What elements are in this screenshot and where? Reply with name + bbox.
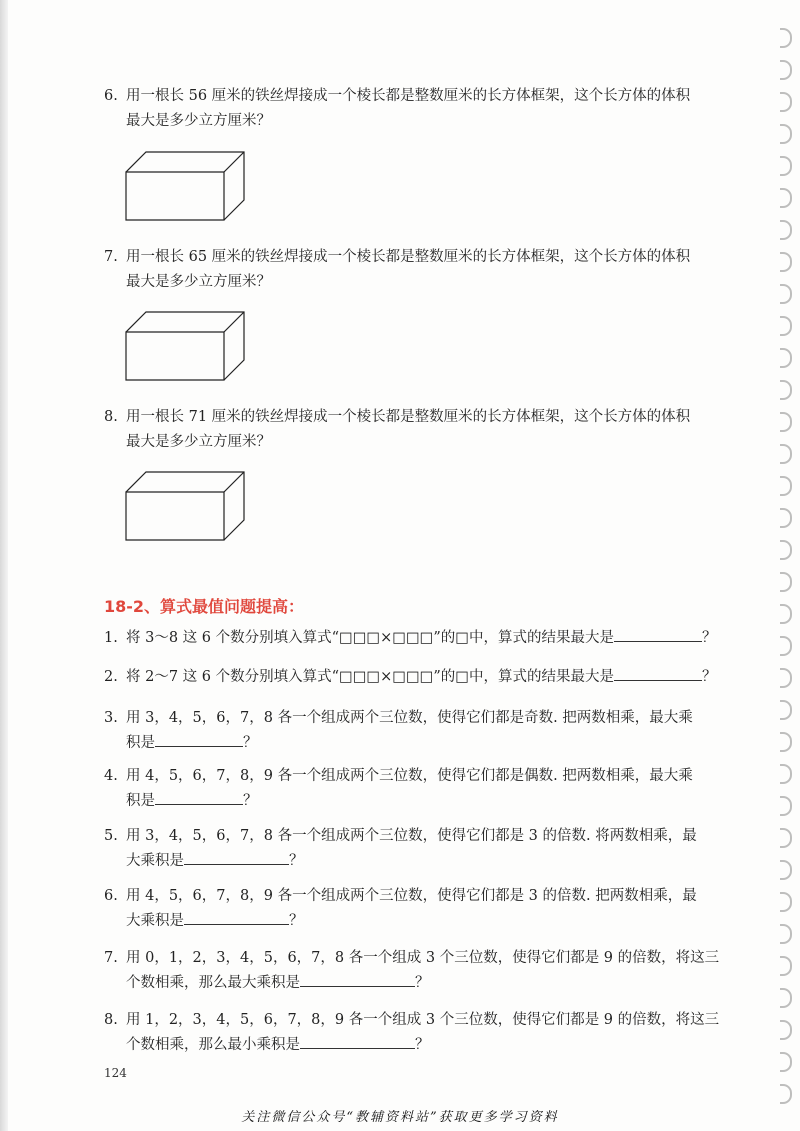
answer-blank[interactable] xyxy=(184,850,289,865)
answer-blank[interactable] xyxy=(614,666,702,681)
answer-blank[interactable] xyxy=(614,627,702,642)
answer-blank[interactable] xyxy=(155,732,243,747)
footer-note: 关注微信公众号“教辅资料站”获取更多学习资料 xyxy=(241,1110,559,1125)
exercise-5: 5. 用 3，4，5，6，7，8 各一个组成两个三位数，使得它们都是 3 的倍数. 将两数相乘，最 大乘积是 ？ xyxy=(104,828,697,869)
answer-blank[interactable] xyxy=(184,910,289,925)
answer-blank[interactable] xyxy=(155,790,243,805)
section-title: 18-2、算式最值问题提高： xyxy=(104,597,305,616)
cuboid-figure-8 xyxy=(124,470,246,542)
question-7: 7. 用一根长 65 厘米的铁丝焊接成一个棱长都是整数厘米的长方体框架，这个长方体的体积 最大是多少立方厘米？ xyxy=(104,249,691,290)
exercise-8: 8. 用 1，2，3，4，5，6，7，8，9 各一个组成 3 个三位数，使得它们都是 9 的倍数，将这三 个数相乘，那么最小乘积是 ？ xyxy=(104,1012,720,1053)
cuboid-figure-7 xyxy=(124,310,246,382)
exercise-3: 3. 用 3，4，5，6，7，8 各一个组成两个三位数，使得它们都是奇数. 把两数相乘，最大乘 积是 ？ xyxy=(104,710,693,751)
exercise-1: 1. 将 3～8 这 6 个数分别填入算式“□□□×□□□”的□中，算式的结果最大是 ？ xyxy=(104,626,724,651)
exercise-2: 2. 将 2～7 这 6 个数分别填入算式“□□□×□□□”的□中，算式的结果最大是 ？ xyxy=(104,665,724,690)
cuboid-figure-6 xyxy=(124,150,246,222)
spiral-binding xyxy=(760,0,800,1131)
question-6: 6. 用一根长 56 厘米的铁丝焊接成一个棱长都是整数厘米的长方体框架，这个长方体的体积 最大是多少立方厘米？ xyxy=(104,88,691,129)
page-edge-shadow xyxy=(0,0,8,1131)
answer-blank[interactable] xyxy=(300,1034,415,1049)
exercise-7: 7. 用 0，1，2，3，4，5，6，7，8 各一个组成 3 个三位数，使得它们都是 9 的倍数，将这三 个数相乘，那么最大乘积是 ？ xyxy=(104,950,720,991)
question-8: 8. 用一根长 71 厘米的铁丝焊接成一个棱长都是整数厘米的长方体框架，这个长方体的体积 最大是多少立方厘米？ xyxy=(104,409,691,450)
exercise-6: 6. 用 4，5，6，7，8，9 各一个组成两个三位数，使得它们都是 3 的倍数. 把两数相乘，最 大乘积是 ？ xyxy=(104,888,697,929)
answer-blank[interactable] xyxy=(300,972,415,987)
page-number: 124 xyxy=(104,1066,127,1080)
exercise-4: 4. 用 4，5，6，7，8，9 各一个组成两个三位数，使得它们都是偶数. 把两数相乘，最大乘 积是 ？ xyxy=(104,768,693,809)
